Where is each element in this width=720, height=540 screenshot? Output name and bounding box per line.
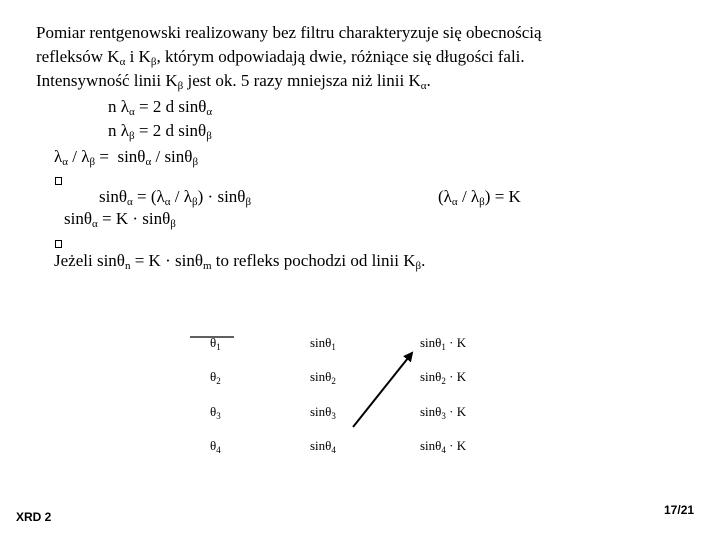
equation-2: n $\lambda_\beta = 2$ d sinθ$_\beta$ — [108, 121, 212, 142]
intro-line-1: Pomiar rentgenowski realizowany bez filtru charakteryzuje się obecnością — [36, 23, 542, 42]
table-theta-3: $\theta_3$ — [210, 404, 221, 421]
table-sink-1: sinθ$_1$ · K — [420, 335, 467, 352]
equation-4-note: $(\lambda_\alpha / \lambda_\beta) = K$ — [438, 187, 521, 208]
match-arrow — [353, 353, 412, 427]
equation-3: $\lambda_\alpha / \lambda_\beta = \sin\theta_\alpha / \sin\theta_\beta$ — [54, 147, 199, 168]
table-theta-4: $\theta_4$ — [210, 438, 221, 455]
equation-5: sinθ$_\alpha$ = K · sinθ$_\beta$ — [64, 209, 176, 230]
table-sink-2: sinθ$_2$ · K — [420, 369, 467, 386]
intro-line-3: Intensywność linii $K_\beta$ jest ok. 5 razy mniejsza niż linii $K_\alpha$. — [36, 71, 431, 92]
rule-text: Jeżeli sinθ$_n$ = K · sinθ$_m$ to refleks pochodzi od linii $K_\beta$. — [54, 251, 426, 272]
page-number: 17/21 — [664, 503, 695, 517]
table-sink-4: sinθ$_4$ · K — [420, 438, 467, 455]
intro-line-2: refleksów $K_\alpha$ i $K_\beta$, którym odpowiadają dwie, różniące się długości fali. — [36, 47, 525, 68]
table-sin-3: sinθ$_3$ — [310, 404, 336, 421]
equation-4: $\sin\theta_\alpha = (\lambda_\alpha / \lambda_\beta) \cdot \sin\theta_\beta$ — [99, 187, 252, 208]
table-sin-2: sinθ$_2$ — [310, 369, 336, 386]
footer-left-label: XRD 2 — [16, 510, 52, 524]
table-theta-2: $\theta_2$ — [210, 369, 221, 386]
table-theta-1: $\theta_1$ — [210, 335, 221, 352]
equation-1: n $\lambda_\alpha = 2$ d sinθ$_\alpha$ — [108, 97, 213, 118]
table-sin-1: sinθ$_1$ — [310, 335, 336, 352]
table-sink-3: sinθ$_3$ · K — [420, 404, 467, 421]
table-sin-4: sinθ$_4$ — [310, 438, 336, 455]
